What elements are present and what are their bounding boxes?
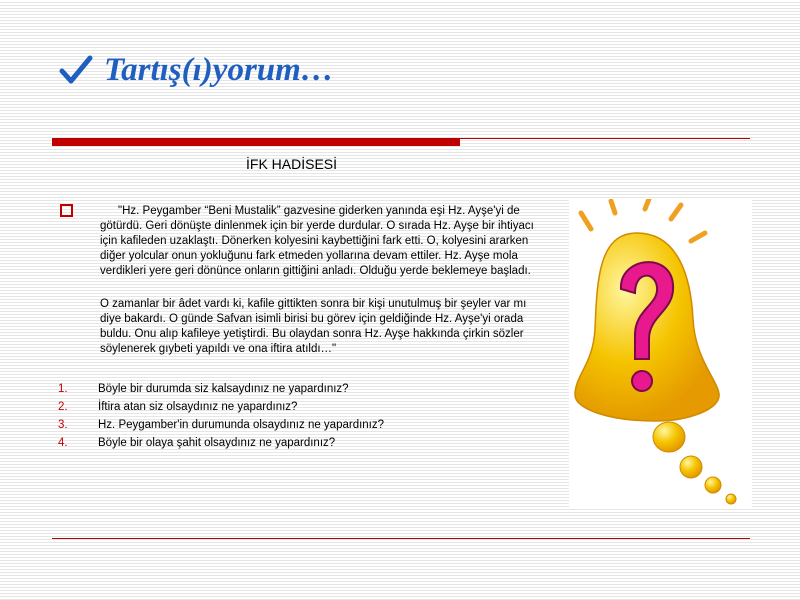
list-item [58,380,538,398]
trail-bubble-1 [653,422,685,452]
story-paragraph-1: "Hz. Peygamber “Beni Mustalik” gazvesine giderken yanında eşi Hz. Ayşe'yi de götürdü. Geri dönüşte dinlenmek için bir yerde durdular. O sırada Hz. Ayşe bir ihtiyacı için kafileden uzaklaştı. Dönerken kolyesini kaybettiğini fark etti. O, kolyesini ararken diğer yolcular onun yokluğunu fark etmeden yollarına devam ettiler. Hz. Ayşe mola verdikleri yere geri dönünce onların gittiğini anladı. Olduğu yerde beklemeye başladı. [100,205,534,277]
story-paragraph-2: O zamanlar bir âdet vardı ki, kafile gittikten sonra bir kişi unutulmuş bir şeyler var mı diye bakardı. O günde Safvan isimli birisi bu görev için geldiğinde Hz. Ayşe'yi orada buldu. Onu alıp kafileye yetiştirdi. Bu olaydan sonra Hz. Ayşe hakkında çirkin sözler söylenerek gıybeti yapıldı ve ona iftira atıldı…" [100,298,527,355]
section-heading: İFK HADİSESİ [246,156,338,172]
list-item [58,416,538,434]
question-mark-thought-bubble-illustration [569,199,752,507]
question-number: 3. [58,419,68,431]
square-bullet-icon [60,204,73,217]
slide-title-row [58,46,334,94]
question-text: İftira atan siz olsaydınız ne yapardınız? [98,401,298,413]
question-number: 4. [58,437,68,449]
question-text: Böyle bir durumda siz kalsaydınız ne yapardınız? [98,383,349,395]
top-divider-bar [52,139,460,146]
trail-bubble-3 [705,477,721,493]
list-item [58,398,538,416]
slide-title: Tartış(ı)yorum… [104,51,334,88]
question-list [58,380,538,452]
question-number: 1. [58,383,68,395]
checkmark-icon [58,52,94,88]
question-text: Hz. Peygamber'in durumunda olsaydınız ne yapardınız? [98,419,385,431]
question-bubble-image [569,199,752,507]
list-item [58,434,538,452]
question-text: Böyle bir olaya şahit olsaydınız ne yapardınız? [98,437,336,449]
trail-bubble-2 [680,456,702,478]
trail-bubble-4 [726,494,736,504]
question-number: 2. [58,401,68,413]
bottom-divider-line [52,538,750,539]
